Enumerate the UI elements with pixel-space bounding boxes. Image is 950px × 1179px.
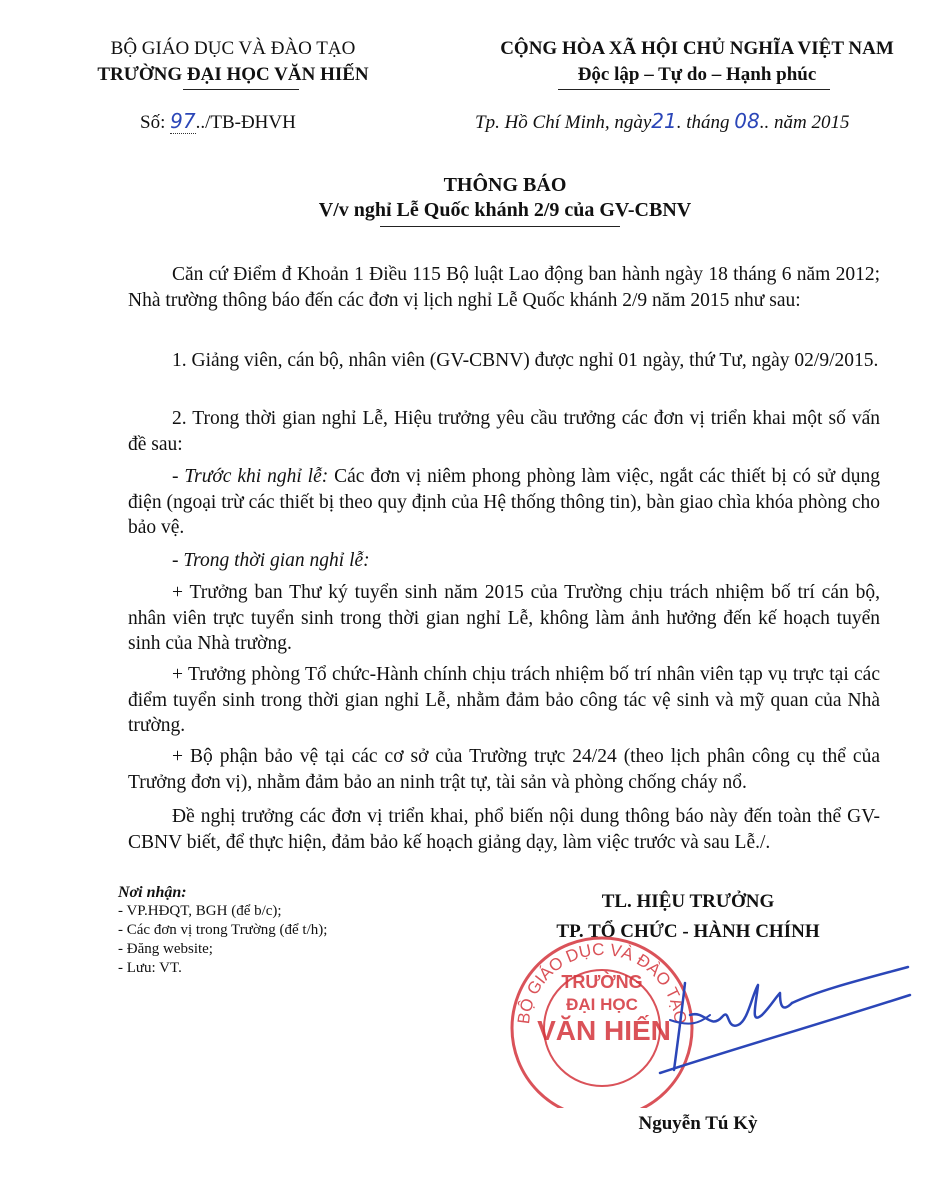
- signer-name: Nguyễn Tú Kỳ: [638, 1113, 758, 1134]
- header-left: [68, 36, 398, 88]
- stamp-ring-text: BỘ GIÁO DỤC VÀ ĐÀO TẠO: [513, 939, 691, 1026]
- date-day: 21: [651, 109, 677, 133]
- number-suffix: ../TB-ĐHVH: [195, 112, 296, 133]
- recipient-item: - VP.HĐQT, BGH (để b/c);: [118, 903, 282, 919]
- before-holiday-label: Trước khi nghỉ lễ:: [184, 466, 329, 487]
- recipient-item: - Lưu: VT.: [118, 960, 182, 976]
- header-left-underline: [183, 89, 299, 90]
- paragraph-request: Đề nghị trưởng các đơn vị triển khai, phổ biến nội dung thông báo này đến toàn thể GV-CBNV biết, để thực hiện, đảm bảo kế hoạch giảng dạy, làm việc trước và sau Lễ./.: [128, 806, 880, 853]
- national-motto: Độc lập – Tự do – Hạnh phúc: [577, 64, 817, 85]
- recipient-item: - Các đơn vị trong Trường (để t/h);: [118, 922, 328, 938]
- recipient-item: - Đăng website;: [118, 941, 213, 957]
- date-line: [475, 108, 849, 136]
- number-handwritten: 97: [170, 109, 196, 133]
- paragraph-item-2: 2. Trong thời gian nghỉ Lễ, Hiệu trưởng yêu cầu trưởng các đơn vị triển khai một số vấn đề sau:: [128, 408, 880, 455]
- date-place: Tp. Hồ Chí Minh, ngày: [475, 112, 652, 133]
- paragraph-basis: Căn cứ Điểm đ Khoản 1 Điều 115 Bộ luật Lao động ban hành ngày 18 tháng 6 năm 2012; Nhà trường thông báo đến các đơn vị lịch nghỉ Lễ Quốc khánh 2/9 năm 2015 như sau:: [128, 264, 880, 311]
- header-right: [462, 36, 932, 88]
- handwritten-signature: [630, 955, 920, 1090]
- paragraph-admissions: + Trưởng ban Thư ký tuyển sinh năm 2015 của Trường chịu trách nhiệm bố trí cán bộ, nhân viên trực tuyển sinh trong thời gian nghỉ Lễ, không làm ảnh hưởng đến kế hoạch tuyển sinh của Nhà trường.: [128, 582, 880, 654]
- paragraph-admin-office: + Trưởng phòng Tổ chức-Hành chính chịu trách nhiệm bố trí nhân viên tạp vụ trực tại các điểm tuyển sinh trong thời gian nghỉ Lễ, nhằm đảm bảo công tác vệ sinh và mỹ quan của Nhà trường.: [128, 664, 880, 736]
- document-title: [0, 173, 950, 223]
- country-name: CỘNG HÒA XÃ HỘI CHỦ NGHĨA VIỆT NAM: [500, 38, 894, 59]
- signature-line-2: TP. TỔ CHỨC - HÀNH CHÍNH: [556, 921, 820, 942]
- school-name: TRƯỜNG ĐẠI HỌC VĂN HIẾN: [97, 64, 369, 85]
- paragraph-before-holiday: - Trước khi nghỉ lễ: Các đơn vị niêm phong phòng làm việc, ngắt các thiết bị có sử dụng điện (ngoại trừ các thiết bị theo quy định của Hệ thống thông tin), bàn giao chìa khóa phòng cho bảo vệ.: [128, 466, 880, 538]
- paragraph-during-holiday: - Trong thời gian nghỉ lễ:: [172, 550, 370, 571]
- paragraph-item-1: 1. Giảng viên, cán bộ, nhân viên (GV-CBNV) được nghỉ 01 ngày, thứ Tư, ngày 02/9/2015.: [172, 350, 879, 371]
- title-main: THÔNG BÁO: [443, 174, 567, 196]
- stamp-line-1: TRƯỜNG: [561, 972, 643, 992]
- before-holiday-text: Các đơn vị niêm phong phòng làm việc, ngắt các thiết bị có sử dụng điện (ngoại trừ các thiết bị theo quy định của Hệ thống thông tin), bàn giao chìa khóa phòng cho bảo vệ.: [128, 466, 880, 538]
- recipients: [118, 883, 438, 978]
- during-holiday-label: Trong thời gian nghỉ lễ:: [183, 550, 370, 571]
- date-month-label: . tháng: [676, 112, 735, 133]
- ministry-name: BỘ GIÁO DỤC VÀ ĐÀO TẠO: [110, 38, 356, 59]
- stamp-line-2: ĐẠI HỌC: [566, 995, 638, 1014]
- header-right-underline: [558, 89, 830, 90]
- date-year: .. năm 2015: [759, 112, 850, 133]
- recipients-heading: Nơi nhận:: [118, 884, 187, 901]
- signature-line-1: TL. HIỆU TRƯỞNG: [601, 891, 775, 912]
- title-underline: [380, 226, 620, 227]
- document-number: [140, 108, 296, 136]
- date-month: 08: [734, 109, 760, 133]
- stamp-line-3: VĂN HIẾN: [537, 1015, 671, 1046]
- number-prefix: Số:: [140, 112, 171, 133]
- title-subject: V/v nghỉ Lễ Quốc khánh 2/9 của GV-CBNV: [318, 199, 692, 221]
- paragraph-security: + Bộ phận bảo vệ tại các cơ sở của Trường trực 24/24 (theo lịch phân công cụ thể của Trưởng đơn vị), nhằm đảm bảo an ninh trật tự, tài sản và phòng chống cháy nổ.: [128, 746, 880, 793]
